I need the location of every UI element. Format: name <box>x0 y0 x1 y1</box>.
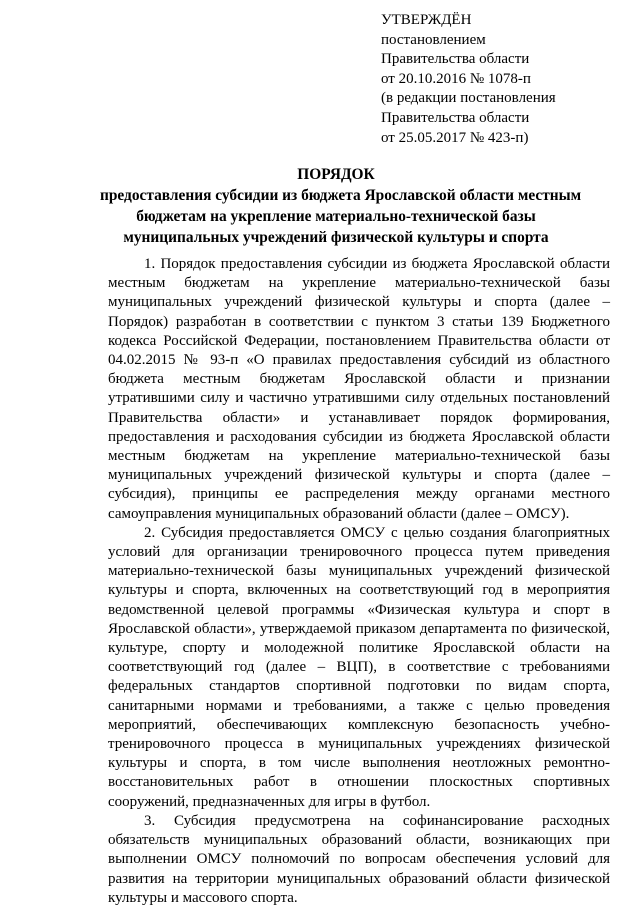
text-line: материально-технической базы муниципальных учреждений физической <box>108 563 610 580</box>
approval-stamp <box>381 11 621 148</box>
text-line: культуре, спорту и молодежной политике Ярославской области на <box>108 640 610 657</box>
text-line: федеральных стандартов спортивной подготовки по видам спорта, <box>108 678 610 695</box>
text-line: выполнении ОМСУ полномочий по вопросам обеспечения условий для <box>108 851 610 868</box>
text-line: обязательств муниципальных образований области, возникающих при <box>108 832 610 849</box>
text-line: мероприятий, обеспечивающих комплексную безопасность учебно- <box>108 716 610 733</box>
text-line: развития на территории муниципальных образований области физической <box>108 870 610 887</box>
text-line: 2. Субсидия предоставляется ОМСУ с целью создания благоприятных <box>144 524 610 541</box>
approval-line: Правительства области <box>381 109 530 126</box>
text-line: Порядок) разработан в соответствии с пунктом 3 статьи 139 Бюджетного <box>108 313 610 330</box>
text-line: 1. Порядок предоставления субсидии из бюджета Ярославской области <box>144 256 610 272</box>
text-line: самоуправления муниципальных образований области (далее – ОМСУ). <box>108 505 570 522</box>
text-line: тренировочного процесса в муниципальных учреждениях физической <box>108 736 610 753</box>
text-line: восстановительных работ в отношении плоскостных спортивных <box>108 774 610 791</box>
paragraph-3 <box>108 812 610 908</box>
text-line: местным бюджетам на укрепление материально-технической базы <box>108 448 610 465</box>
title-line: муниципальных учреждений физической культуры и спорта <box>123 229 549 246</box>
approval-line: УТВЕРЖДЁН <box>381 12 472 28</box>
approval-line: от 20.10.2016 № 1078-п <box>381 70 531 87</box>
paragraph-2 <box>108 524 610 812</box>
text-line: 04.02.2015 № 93-п «О правилах предоставления субсидий из областного <box>108 352 610 369</box>
text-line: ведомственной целевой программы «Физическая культура и спорт в <box>108 601 610 618</box>
paragraph-1 <box>108 255 610 524</box>
approval-line: Правительства области <box>381 51 530 68</box>
approval-line: постановлением <box>381 31 486 48</box>
text-line: кодекса Российской Федерации, постановлением Правительства области от <box>108 332 610 349</box>
text-line: субсидия), принципы ее распределения между органами местного <box>108 486 610 503</box>
text-line: санитарными нормами и требованиями, а также с целью проведения <box>108 697 610 714</box>
text-line: 3. Субсидия предусмотрена на софинансирование расходных <box>144 812 610 829</box>
text-line: сооружений, предназначенных для игры в футбол. <box>108 793 431 810</box>
text-line: Правительства области» и устанавливает порядок формирования, <box>108 409 610 426</box>
approval-line: от 25.05.2017 № 423-п) <box>381 129 529 146</box>
text-line: условий для организации тренировочного процесса путем приведения <box>108 544 610 561</box>
text-line: соответствующий год (далее – ВЦП), в соответствие с требованиями <box>108 659 610 676</box>
text-line: Ярославской области», утверждаемой приказом департамента по физической, <box>108 620 610 637</box>
text-line: муниципальных учреждений физической культуры и спорта (далее – <box>108 294 610 311</box>
approval-line: (в редакции постановления <box>381 90 556 107</box>
text-line: муниципальных учреждений физической культуры и спорта (далее – <box>108 467 610 484</box>
text-line: местным бюджетам на укрепление материально-технической базы <box>108 275 610 292</box>
title-line: ПОРЯДОК <box>297 166 375 183</box>
text-line: бюджета местным бюджетам Ярославской области и признании <box>108 371 610 388</box>
document-title <box>100 164 582 248</box>
title-line: бюджетам на укрепление материально-технической базы <box>136 208 536 225</box>
title-line: предоставления субсидии из бюджета Ярославской области местным <box>100 187 582 204</box>
text-line: культуры и спорта, в том числе выполнения неотложных ремонтно- <box>108 755 610 772</box>
text-line: предоставления и расходования субсидии из бюджета Ярославской области <box>108 428 610 445</box>
document-body <box>108 255 610 908</box>
text-line: культуры и спорта, включенных на соответствующий год в мероприятия <box>108 582 610 599</box>
text-line: культуры и массового спорта. <box>108 889 298 906</box>
text-line: утратившими силу и частично утратившими силу отдельных постановлений <box>108 390 610 407</box>
